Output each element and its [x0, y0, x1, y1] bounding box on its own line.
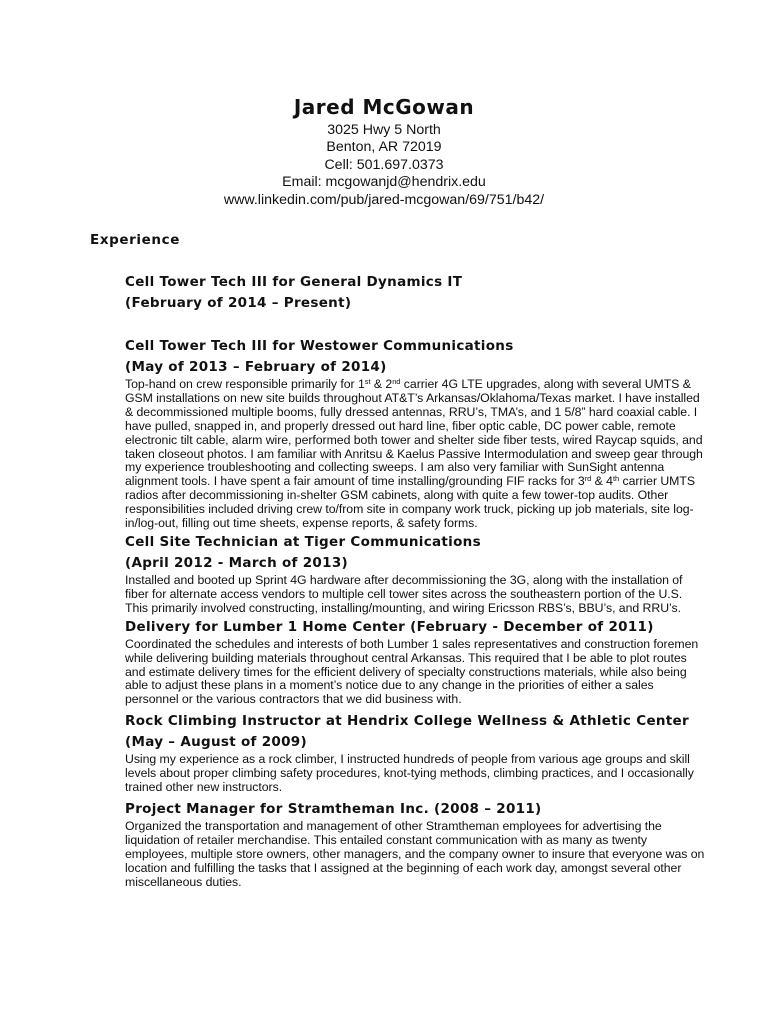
job-description [125, 820, 725, 890]
desc-line: Using my experience as a rock climber, I instructed hundreds of people from various age groups and skill [125, 752, 690, 767]
job-dates: (May – August of 2009) [125, 734, 307, 751]
cell-phone: Cell: 501.697.0373 [324, 156, 444, 173]
desc-line: Organized the transportation and management of other Stramtheman employees for advertising the [125, 818, 662, 833]
resume-header [0, 94, 768, 209]
desc-line: liquidation of retailer merchandise. This entailed constant communication with as many as twenty [125, 832, 647, 847]
job-description [125, 574, 725, 616]
job-entry [125, 713, 725, 795]
desc-line: radios after decommissioning in-shelter GSM cabinets, along with quite a few tower-top audits. Other [125, 488, 669, 503]
job-entry [125, 801, 725, 890]
job-entry [125, 534, 725, 616]
candidate-name: Jared McGowan [293, 95, 475, 119]
job-description [125, 638, 725, 708]
desc-line: electronic tilt cable, alarm wire, performed both tower and shelter side fiber tests, wired Raycap squids, and [125, 432, 703, 447]
email: Email: mcgowanjd@hendrix.edu [282, 174, 486, 191]
desc-line: responsibilities included driving crew to/from site in company work truck, picking up job materials, site log- [125, 502, 694, 517]
job-dates: (February of 2014 – Present) [125, 295, 352, 311]
desc-line: location and fulfilling the tasks that I assigned at the beginning of each work day, amongst several other [125, 860, 682, 875]
job-entry [125, 619, 725, 708]
desc-line: GSM installations on new site builds throughout AT&T’s Arkansas/Oklahoma/Texas market. I have installed [125, 390, 700, 405]
job-description [125, 378, 725, 531]
job-title: Rock Climbing Instructor at Hendrix College Wellness & Athletic Center [125, 713, 689, 730]
job-title: Delivery for Lumber 1 Home Center (February - December of 2011) [125, 618, 654, 635]
desc-line: while delivering building materials throughout central Arkansas. This required that I be able to plot routes [125, 650, 687, 665]
desc-line: alignment tools. I have spent a fair amount of time installing/grounding FIF racks for 3rd & 4th carrier UMTS [125, 474, 695, 489]
desc-line: & decommissioned multiple booms, fully dressed antennas, RRU’s, TMA’s, and 1 5/8” hard coaxial cable. I [125, 404, 698, 419]
desc-line: taken closeout photos. I am familiar with Anritsu & Kaelus Passive Intermodulation and sweep gear through [125, 446, 703, 461]
job-entry [125, 274, 725, 312]
desc-line: This primarily involved constructing, installing/mounting, and wiring Ericsson RBS’s, BBU’s, and RRU’s. [125, 600, 681, 615]
desc-line: my experience troubleshooting and collecting sweeps. I am also very familiar with SunSight antenna [125, 460, 665, 475]
experience-list [125, 274, 725, 889]
desc-line: able to adjust these plans in a moment’s notice due to any change in the priorities of either a sales [125, 678, 654, 693]
job-title: Cell Site Technician at Tiger Communications [125, 533, 481, 550]
job-title: Project Manager for Stramtheman Inc. (2008 – 2011) [125, 800, 542, 817]
job-entry [125, 338, 725, 531]
address-line-2: Benton, AR 72019 [326, 139, 442, 156]
job-dates: (May of 2013 – February of 2014) [125, 359, 387, 375]
desc-line: levels about proper climbing safety procedures, knot-tying methods, climbing practices, and I occasionally [125, 766, 694, 781]
linkedin-url: www.linkedin.com/pub/jared-mcgowan/69/751/b42/ [223, 191, 545, 208]
desc-line: employees, multiple store owners, other managers, and the company owner to insure that everyone was on [125, 846, 705, 861]
desc-line: and estimate delivery times for the efficient delivery of specialty constructions materials, while also being [125, 664, 687, 679]
desc-line: trained other new instructors. [125, 780, 283, 795]
desc-line: personnel or the various contractors that we did business with. [125, 692, 462, 707]
desc-line: in/log-out, filling out time sheets, expense reports, & safety forms. [125, 516, 478, 531]
job-description [125, 753, 725, 795]
job-dates: (April 2012 - March of 2013) [125, 554, 348, 571]
section-title-experience: Experience [90, 232, 180, 248]
desc-line: have pulled, snapped in, and properly dressed out hard line, fiber optic cable, DC power cable, remote [125, 418, 676, 433]
desc-line: Top-hand on crew responsible primarily for 1st & 2nd carrier 4G LTE upgrades, along with several UMTS & [125, 377, 691, 391]
job-title: Cell Tower Tech III for Westower Communications [125, 338, 514, 354]
job-title: Cell Tower Tech III for General Dynamics IT [125, 274, 463, 290]
desc-line: Coordinated the schedules and interests of both Lumber 1 sales representatives and construction foremen [125, 636, 699, 651]
address-line-1: 3025 Hwy 5 North [327, 122, 441, 138]
desc-line: Installed and booted up Sprint 4G hardware after decommissioning the 3G, along with the installation of [125, 572, 683, 587]
desc-line: fiber for alternate access vendors to multiple cell tower sites across the southeastern portion of the U.S. [125, 586, 683, 601]
desc-line: miscellaneous duties. [125, 874, 242, 889]
